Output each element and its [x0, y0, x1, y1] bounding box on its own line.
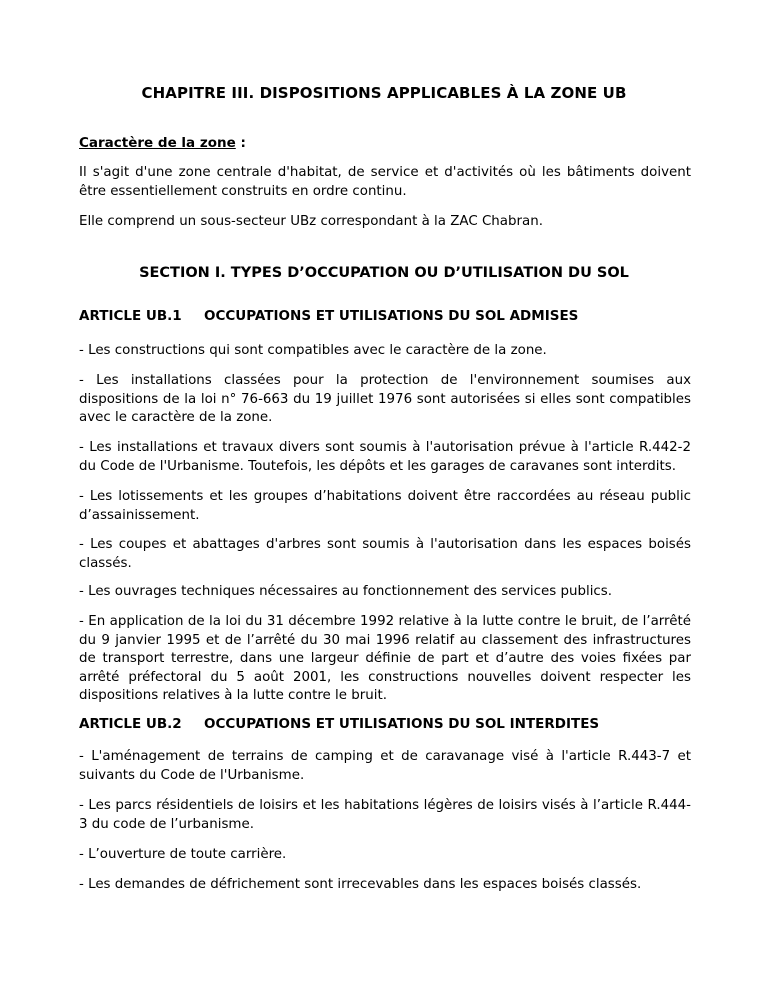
article-paragraph: - Les constructions qui sont compatibles avec le caractère de la zone.: [79, 343, 547, 358]
zone-paragraph: Elle comprend un sous-secteur UBz correspondant à la ZAC Chabran.: [79, 214, 543, 229]
article-paragraph: - En application de la loi du 31 décembre 1992 relative à la lutte contre le bruit, de l’arrêté du 9 janvier 1995 et de l’arrêté du 30 mai 1996 relatif au classement des infrastructures de transport terrestre, dans une largeur définie de part et d’autre des voies fixées par arrêté préfectoral du 5 août 2001, les constructions nouvelles doivent respecter les dispositions relatives à la lutte contre le bruit.: [79, 614, 691, 703]
article-heading: [79, 308, 578, 324]
zone-paragraph: Il s'agit d'une zone centrale d'habitat, de service et d'activités où les bâtiments doivent être essentiellement construits en ordre continu.: [79, 165, 691, 199]
chapter-title: CHAPITRE III. DISPOSITIONS APPLICABLES À LA ZONE UB: [141, 84, 627, 102]
article-paragraph: - Les lotissements et les groupes d’habitations doivent être raccordées au réseau public d’assainissement.: [79, 489, 691, 523]
article-paragraph: - L'aménagement de terrains de camping et de caravanage visé à l'article R.443-7 et suivants du Code de l'Urbanisme.: [79, 749, 691, 783]
article-paragraph: - L’ouverture de toute carrière.: [79, 847, 287, 862]
article-paragraph: - Les installations et travaux divers sont soumis à l'autorisation prévue à l'article R.442-2 du Code de l'Urbanisme. Toutefois, les dépôts et les garages de caravanes sont interdits.: [79, 440, 691, 474]
article-paragraph: - Les installations classées pour la protection de l'environnement soumises aux dispositions de la loi n° 76-663 du 19 juillet 1976 sont autorisées si elles sont compatibles avec le caractère de la zone.: [79, 373, 691, 425]
article-paragraph: - Les ouvrages techniques nécessaires au fonctionnement des services publics.: [79, 584, 613, 599]
article-paragraph: - Les parcs résidentiels de loisirs et les habitations légères de loisirs visés à l’article R.444-3 du code de l’urbanisme.: [79, 798, 691, 832]
article-paragraph: - Les coupes et abattages d'arbres sont soumis à l'autorisation dans les espaces boisés classés.: [79, 537, 691, 571]
zone-heading-suffix: :: [235, 135, 246, 151]
zone-heading: [79, 135, 246, 151]
section-title: SECTION I. TYPES D’OCCUPATION OU D’UTILISATION DU SOL: [139, 265, 629, 281]
article-heading: [79, 716, 599, 732]
article-number: ARTICLE UB.2: [79, 716, 182, 732]
article-number: ARTICLE UB.1: [79, 308, 182, 324]
article-paragraph: - Les demandes de défrichement sont irrecevables dans les espaces boisés classés.: [79, 877, 642, 892]
zone-heading-label: Caractère de la zone: [79, 135, 236, 151]
article-title: OCCUPATIONS ET UTILISATIONS DU SOL INTERDITES: [204, 716, 600, 732]
article-title: OCCUPATIONS ET UTILISATIONS DU SOL ADMISES: [204, 308, 579, 324]
